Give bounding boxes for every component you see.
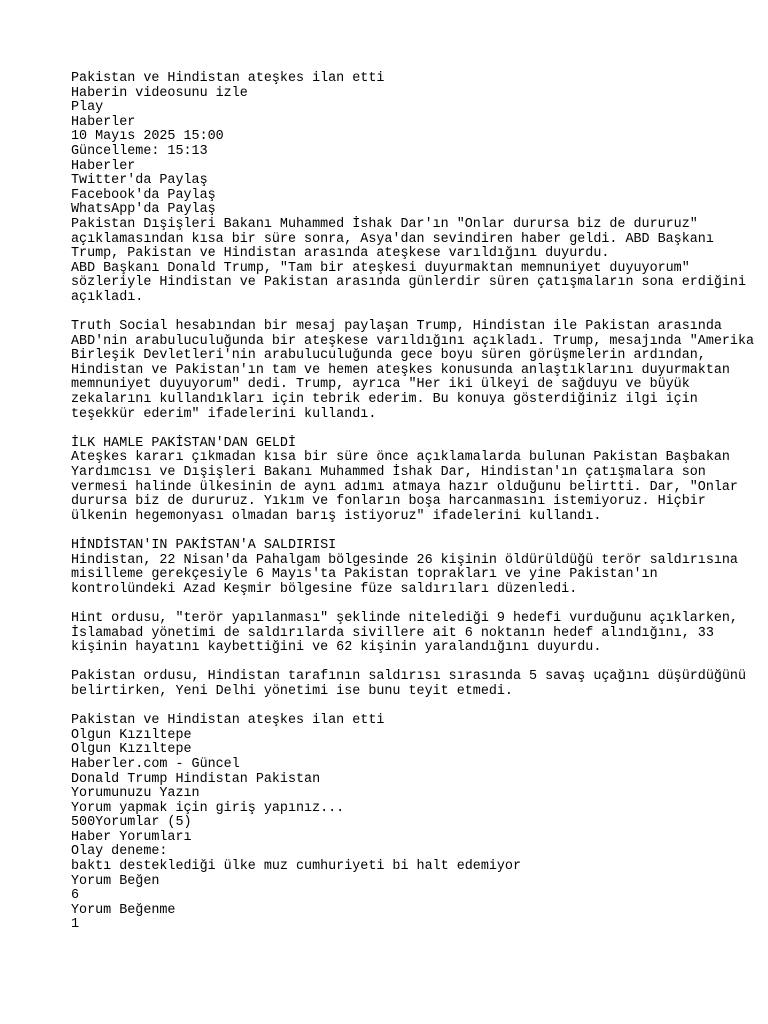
share-whatsapp-link[interactable]: WhatsApp'da Paylaş xyxy=(71,202,216,218)
spacer xyxy=(71,656,761,671)
comment-login-prompt[interactable]: Yorum yapmak için giriş yapınız... xyxy=(71,800,345,816)
like-comment-button[interactable]: Yorum Beğen xyxy=(71,873,160,889)
char-limit: 500 xyxy=(71,815,96,831)
comments-section-title: Haber Yorumları xyxy=(71,829,192,845)
share-twitter-link[interactable]: Twitter'da Paylaş xyxy=(71,173,208,189)
publish-date: 10 Mayıs 2025 15:00 xyxy=(71,129,224,145)
section-heading-1: İLK HAMLE PAKİSTAN'DAN GELDİ xyxy=(71,435,296,451)
update-time: Güncelleme: 15:13 xyxy=(71,143,208,159)
author-link[interactable]: Olgun Kızıltepe xyxy=(71,727,192,743)
tag-list[interactable]: Donald Trump Hindistan Pakistan xyxy=(71,771,321,787)
section-heading-2: HİNDİSTAN'IN PAKİSTAN'A SALDIRISI xyxy=(71,538,337,553)
comment-text: baktı desteklediği ülke muz cumhuriyeti bi halt edemiyor xyxy=(71,859,521,875)
news-source: Haberler.com - Güncel xyxy=(71,756,240,772)
like-count: 6 xyxy=(71,888,80,904)
article-paragraph-4: Hindistan, 22 Nisan'da Pahalgam bölgesinde 26 kişinin öldürüldüğü terör saldırısına misilleme gerekçesiyle 6 Mayıs'ta Pakistan toprakları ve yine Pakistan'ın kontrolündeki Azad Keşmir bölgesine füze saldırıları düzenledi. xyxy=(71,552,738,597)
comments-count-tab[interactable]: Yorumlar (5) xyxy=(95,815,192,831)
article-paragraph-6: Pakistan ordusu, Hindistan tarafının saldırısı sırasında 5 savaş uçağını düşürdüğünü belirtirken, Yeni Delhi yönetimi ise bunu teyit etmedi. xyxy=(71,669,746,699)
spacer xyxy=(71,306,761,321)
dislike-comment-button[interactable]: Yorum Beğenme xyxy=(71,902,176,918)
video-link[interactable]: Haberin videosunu izle xyxy=(71,85,248,101)
play-button[interactable]: Play xyxy=(71,100,104,116)
comment-counts xyxy=(71,816,761,831)
comment-author: Olay deneme: xyxy=(71,844,168,860)
article-title: Pakistan ve Hindistan ateşkes ilan etti xyxy=(71,71,385,86)
dislike-count: 1 xyxy=(71,917,80,933)
spacer xyxy=(71,700,761,715)
spacer xyxy=(71,422,761,437)
comment-form-title: Yorumunuzu Yazın xyxy=(71,786,200,802)
article-intro: Pakistan Dışişleri Bakanı Muhammed İshak Dar'ın "Onlar durursa biz de dururuz" açıklamasından kısa bir süre sonra, Asya'dan sevindiren haber geldi. ABD Başkanı Trump, Pakistan ve Hindistan arasında ateşkese varıldığını duyurdu. xyxy=(71,216,714,262)
spacer xyxy=(71,597,761,612)
article-paragraph-3: Ateşkes kararı çıkmadan kısa bir süre önce açıklamalarda bulunan Pakistan Başbakan Yardımcısı ve Dışişleri Bakanı Muhammed İshak Dar, Hindistan'ın çatışmalara son vermesi halinde ülkesinin de aynı adımı atmaya hazır olduğunu belirtti. Dar, "Onlar durursa biz de dururuz. Yıkım ve fonların boşa harcanmasını istemiyoruz. Hiçbir ülkenin hegemonyası olmadan barış istiyoruz" ifadelerini kullandı. xyxy=(71,450,738,524)
article-page xyxy=(71,72,761,933)
footer-title: Pakistan ve Hindistan ateşkes ilan etti xyxy=(71,713,385,729)
category-link[interactable]: Haberler xyxy=(71,114,136,130)
article-paragraph-5: Hint ordusu, "terör yapılanması" şeklinde nitelediği 9 hedefi vurduğunu açıklarken, İslamabad yönetimi de saldırılarda sivillere ait 6 noktanın hedef alındığını, 33 kişinin hayatını kaybettiğini ve 62 kişinin yaralandığını duyurdu. xyxy=(71,610,738,656)
spacer xyxy=(71,524,761,539)
article-paragraph-1: ABD Başkanı Donald Trump, "Tam bir ateşkesi duyurmaktan memnuniyet duyuyorum" sözleriyle Hindistan ve Pakistan arasında günlerdir süren çatışmaların sona erdiğini açıkladı. xyxy=(71,260,746,305)
share-facebook-link[interactable]: Facebook'da Paylaş xyxy=(71,187,216,203)
author-name: Olgun Kızıltepe xyxy=(71,742,192,758)
article-paragraph-2: Truth Social hesabından bir mesaj paylaşan Trump, Hindistan ile Pakistan arasında ABD'nin arabuluculuğunda bir ateşkese varıldığını açıkladı. Trump, mesajında "Amerika Birleşik Devletleri'nin arabuluculuğunda gece boyu süren görüşmelerin ardından, Hindistan ve Pakistan'ın tam ve hemen ateşkes konusunda anlaştıklarını duyurmaktan memnuniyet duyuyorum" dedi. Trump, ayrıca "Her iki ülkeyi de sağduyu ve büyük zekalarını kullandıkları için tebrik ederim. Bu konuya gösterdiğiniz ilgi için teşekkür ederim" ifadelerini kullandı. xyxy=(71,319,755,422)
category-link-secondary[interactable]: Haberler xyxy=(71,158,136,174)
